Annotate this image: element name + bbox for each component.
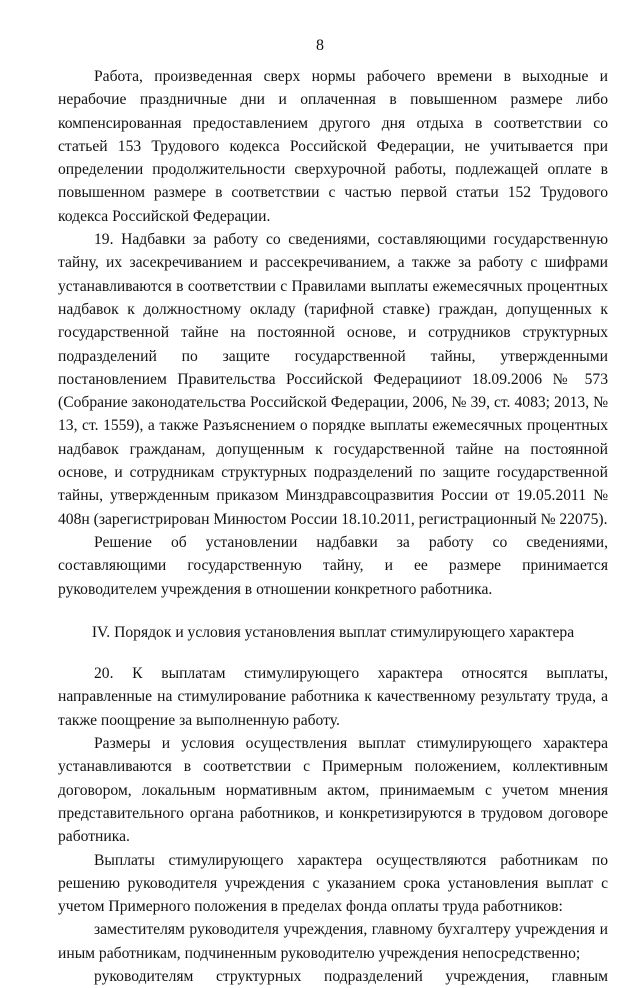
paragraph-department-heads-list-item: руководителям структурных подразделений учреждения, главным [94,967,608,985]
paragraph-incentive-decision: Выплаты стимулирующего характера осуществляются работникам по решению руководителя учреждения с указанием срока установления выплат с учетом Примерного положения в пределах фонда оплаты труда работников: [58,851,608,916]
paragraph-19-state-secret-allowance: 19. Надбавки за работу со сведениями, составляющими государственную тайну, их засекречиванием и рассекречиванием, а также за работу с шифрами устанавливаются в соответствии с Правилами выплаты ежемесячных процентных надбавок к должностному окладу (тарифной ставке) граждан, допущенных к государственной тайне на постоянной основе, и сотрудников структурных подразделений по защите государственной тайны, утвержденными постановлением Правительства Российской Федерацииот 18.09.2006 № 573 (Собрание законодательства Российской Федерации, 2006, № 39, ст. 4083; 2013, № 13, ст. 1559), а также Разъяснением о порядке выплаты ежемесячных процентных надбавок гражданам, допущенным к государственной тайне на постоянной основе, и сотрудникам структурных подразделений по защите государственной тайны, утвержденным приказом Минздравсоцразвития России от 19.05.2011 № 408н (зарегистрирован Минюстом России 18.10.2011, регистрационный № 22075). [58,231,608,528]
paragraph-overtime-work: Работа, произведенная сверх нормы рабочего времени в выходные и нерабочие праздничные дни и оплаченная в повышенном размере либо компенсированная предоставлением другого дня отдыха в соответствии со статьей 153 Трудового кодекса Российской Федерации, не учитывается при определении продолжительности сверхурочной работы, подлежащей оплате в повышенном размере в соответствии с частью первой статьи 152 Трудового кодекса Российской Федерации. [58,68,608,225]
paragraph-incentive-conditions: Размеры и условия осуществления выплат стимулирующего характера устанавливаются в соответствии с Примерным положением, коллективным договором, локальным нормативным актом, принимаемым с учетом мнения представительного органа работников, и конкретизируются в трудовом договоре работника. [58,735,608,846]
paragraph-20-incentive-payments: 20. К выплатам стимулирующего характера относятся выплаты, направленные на стимулирование работника к качественному результату труда, а также поощрение за выполненную работу. [58,665,608,729]
page-number: 8 [316,37,324,54]
paragraph-deputies-list-item: заместителям руководителя учреждения, главному бухгалтеру учреждения и иным работникам, подчиненным руководителю учреждения непосредственно; [58,921,608,962]
paragraph-allowance-decision: Решение об установлении надбавки за работу со сведениями, составляющими государственную тайну, и ее размере принимается руководителем учреждения в отношении конкретного работника. [58,533,608,598]
section-heading-iv: IV. Порядок и условия установления выплат стимулирующего характера [91,623,575,641]
document-body [58,65,608,988]
